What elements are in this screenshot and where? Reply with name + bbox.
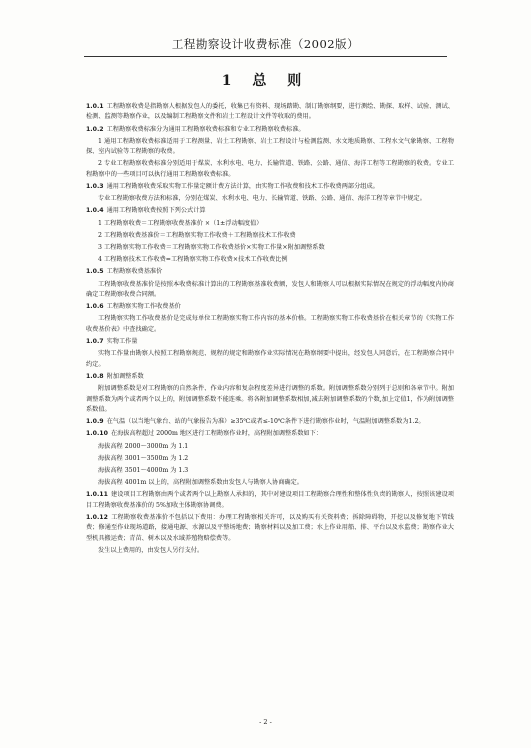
paragraph-text: 建设项目工程勘察由两个或者两个以上勘察人承担的，其中对建设项目工程勘察合理性和整体性负责的勘察人，按照该建设项目工程勘察收费基准价的 5%加收主体勘察协调费。: [86, 491, 454, 509]
paragraph-text: 工程勘察收费基准价是按照本收费标准计算出的工程勘察基准收费额，发包人和勘察人可以根据实际情况在规定的浮动幅度内协商确定工程勘察收费合同额。: [86, 280, 454, 299]
paragraph-text: 实物工作量由勘察人按照工程勘察规范、规程的规定和勘察作业实际情况在勘察纲要中提出，经发包人同意后，在工程勘察合同中约定。: [86, 350, 454, 368]
paragraph-text: 附加调整系数是对工程勘察的自然条件、作业内容和复杂程度差异进行调整的系数。附加调整系数分别列于总则和各章节中。附加调整系数为两个或者两个以上的，附加调整系数不能连乘。将各附加调整系数相加,减去附加调整系数的个数,加上定值1，作为附加调整系数值。: [86, 385, 454, 413]
paragraph: [86, 429, 454, 439]
clause-number: 1.0.7: [86, 338, 104, 346]
clause-number: 1.0.5: [86, 268, 104, 276]
clause-number: 1.0.1: [86, 103, 104, 110]
paragraph: [86, 280, 454, 301]
paragraph: [86, 314, 454, 335]
clause-number: 1.0.11: [86, 491, 108, 499]
paragraph: [86, 466, 454, 476]
paragraph: [86, 182, 454, 192]
paragraph-text: 在海拔高程超过 2000m 地区进行工程勘察作业时，高程附加调整系数如下：: [110, 430, 323, 438]
paragraph: [86, 513, 454, 544]
paragraph: [86, 125, 454, 135]
paragraph: [86, 102, 454, 123]
paragraph-text: 2 专业工程勘察收费标准分别适用于煤炭、水利水电、电力、长输管道、铁路、公路、通信、海洋工程等工程勘察的收费。专业工程勘察中的一些项目可以执行通用工程勘察收费标准。: [86, 160, 454, 178]
page-number: - 2 -: [259, 718, 272, 726]
paragraph: [86, 442, 454, 452]
paragraph: [86, 231, 454, 241]
paragraph-text: 3 工程勘察实物工作收费＝工程勘察实物工作收费基价×实物工作量×附加调整系数: [98, 244, 325, 252]
paragraph-text: 工程勘察收费标准分为通用工程勘察收费标准和专业工程勘察收费标准。: [106, 125, 305, 133]
paragraph: [86, 349, 454, 370]
clause-number: 1.0.2: [86, 125, 104, 133]
clause-number: 1.0.10: [86, 430, 108, 438]
body-text: [86, 102, 454, 558]
paragraph-text: 通用工程勘察收费采取实物工作量定额计费方法计算，由实物工作收费和技术工作收费两部分组成。: [106, 183, 379, 191]
paragraph: [86, 255, 454, 265]
paragraph-text: 1 通用工程勘察收费标准适用于工程测量、岩土工程勘察、岩土工程设计与检测监测、水文地质勘察、工程水文气象勘察、工程物探、室内试验等工程勘察的收费。: [86, 137, 454, 156]
paragraph: [86, 219, 454, 229]
paragraph: [86, 490, 454, 511]
paragraph-text: 1 工程勘察收费＝工程勘察收费基准价 ×（1±浮动幅度值）: [98, 219, 263, 227]
paragraph: [86, 194, 454, 204]
paragraph-text: 工程勘察收费是指勘察人根据发包人的委托，收集已有资料、现场踏勘、制订勘察纲要，进行测绘、勘探、取样、试验、测试、检测、监测等勘察作业，以及编制工程勘察文件和岩土工程设计文件等收取的费用。: [86, 103, 454, 121]
paragraph: [86, 159, 454, 180]
paragraph-text: 实物工作量: [106, 338, 138, 346]
paragraph-text: 专业工程勘察收费方法和标准，分别在煤炭、水利水电、电力、长输管道、铁路、公路、通信、海洋工程等章节中规定。: [98, 195, 426, 203]
paragraph-text: 海拔高程 3001～3500m 为 1.2: [98, 454, 189, 462]
paragraph: [86, 372, 454, 382]
paragraph-text: 海拔高程 4001m 以上的，高程附加调整系数由发包人与勘察人协商确定。: [98, 479, 303, 487]
paragraph: [86, 454, 454, 464]
paragraph-text: 工程勘察实物工作收费基价: [106, 303, 181, 311]
paragraph: [86, 384, 454, 415]
paragraph-text: 附加调整系数: [106, 372, 144, 380]
clause-number: 1.0.3: [86, 183, 104, 191]
running-header: 工程勘察设计收费标准（2002版）: [84, 36, 447, 57]
paragraph: [86, 206, 454, 216]
paragraph: [86, 302, 454, 312]
paragraph-text: 工程勘察收费基准价: [106, 268, 163, 276]
chapter-title: 1 总 则: [221, 73, 310, 89]
paragraph-text: 海拔高程 3501～4000m 为 1.3: [98, 466, 189, 474]
paragraph: [86, 478, 454, 488]
paragraph: [86, 267, 454, 277]
paragraph-text: 4 工程勘察技术工作收费=工程勘察实物工作收费×技术工作收费比例: [98, 256, 288, 264]
paragraph: [86, 417, 454, 427]
paragraph-text: 通用工程勘察收费按照下列公式计算: [106, 207, 206, 215]
paragraph: [86, 546, 454, 556]
paragraph-text: 在气温（以当地气象台、站的气象报告为准）≥35℃或者≤-10℃条件下进行勘察作业时，气温附加调整系数为1.2。: [106, 418, 425, 426]
paragraph: [86, 243, 454, 253]
paragraph-text: 发生以上费用的，由发包人另行支付。: [98, 546, 204, 554]
clause-number: 1.0.6: [86, 303, 104, 311]
clause-number: 1.0.8: [86, 372, 104, 380]
clause-number: 1.0.12: [86, 513, 108, 521]
paragraph-text: 2 工程勘察收费基准价＝工程勘察实物工作收费＋工程勘察技术工作收费: [98, 231, 296, 239]
clause-number: 1.0.9: [86, 418, 104, 426]
paragraph: [86, 137, 454, 158]
paragraph-text: 工程勘察收费基准价不包括以下费用：办理工程勘察相关许可，以及购买有关资料费；拆除障碍物，开挖以及修复地下管线费；修通至作业现场道路，接通电源、水源以及平整场地费；勘察材料以及加工费；水上作业用船、排、平台以及水监费；勘察作业大型机具搬运费；青苗、树木以及水域养殖物赔偿费等。: [86, 513, 454, 542]
paragraph: [86, 337, 454, 347]
clause-number: 1.0.4: [86, 207, 104, 215]
paragraph-text: 海拔高程 2000～3000m 为 1.1: [98, 442, 189, 450]
paragraph-text: 工程勘察实物工作收费基价是完成每单位工程勘察实物工作内容的基本价格。工程勘察实物工作收费基价在相关章节的《实物工作收费基价表》中查找确定。: [86, 315, 454, 333]
